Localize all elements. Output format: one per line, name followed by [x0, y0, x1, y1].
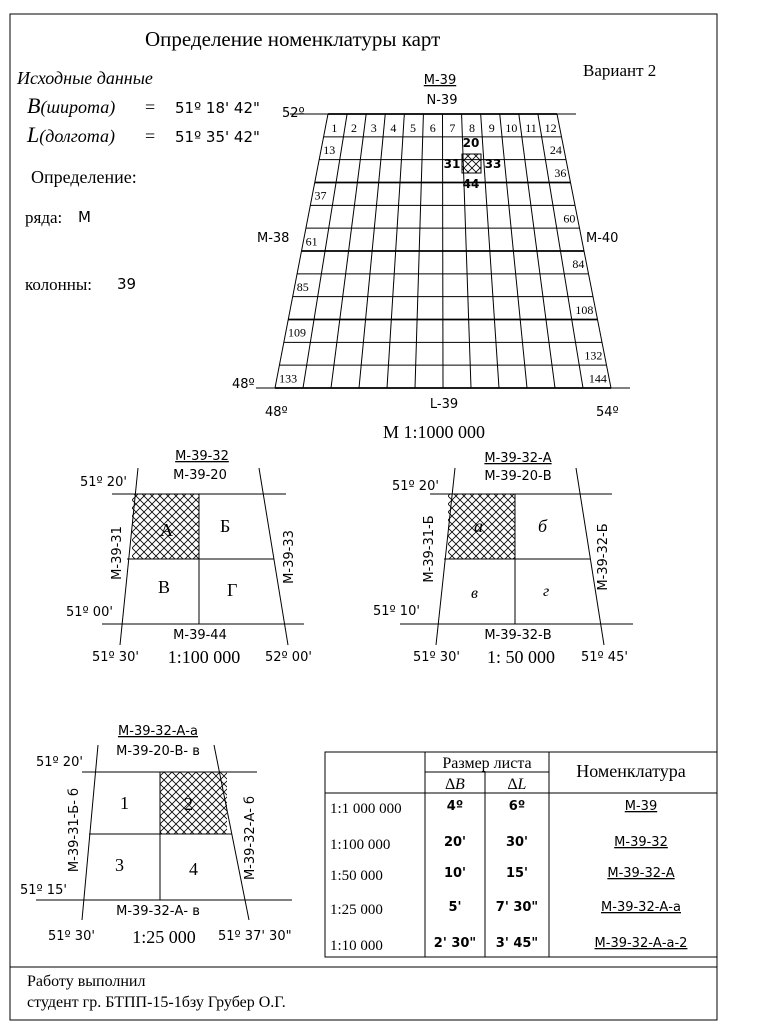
- east-neighbor: М-39-32-Б: [596, 523, 611, 591]
- north-neighbor: М-39-20-В- в: [116, 744, 200, 759]
- cell-number-44: 44: [462, 177, 480, 191]
- table-cell-scale: 1:100 000: [330, 837, 391, 853]
- table-cell-nomenclature: М-39-32-А-а: [601, 900, 681, 915]
- million-sheet-grid: [275, 114, 611, 388]
- top-latitude: 51º 20': [80, 475, 127, 490]
- table-cell-db: 20': [443, 835, 467, 850]
- row-label: ряда:: [25, 208, 63, 227]
- table-cell-nomenclature: М-39-32-А-а-2: [594, 936, 688, 951]
- delta-l-header: ∆L: [507, 776, 527, 793]
- quad-4: 4: [189, 859, 198, 879]
- cell-number: 8: [469, 120, 476, 135]
- sheet-name: М-39-32: [175, 449, 229, 464]
- cell-number: 60: [563, 211, 576, 226]
- cell-number-31: 31: [443, 157, 461, 171]
- quad-2: 2: [184, 794, 193, 814]
- cell-number: 109: [287, 325, 306, 340]
- top-latitude: 52º: [282, 106, 305, 121]
- table-cell-db: 2' 30": [433, 936, 477, 951]
- longitude-symbol: L: [27, 122, 40, 147]
- east-neighbor: М-39-33: [282, 530, 297, 584]
- south-neighbor: М-39-44: [173, 628, 227, 643]
- left-longitude: 51º 30': [48, 929, 95, 944]
- table-cell-dl: 15': [505, 866, 529, 881]
- quad-g: г: [543, 583, 550, 600]
- cell-number: 144: [588, 371, 607, 386]
- cell-number: 9: [488, 120, 495, 135]
- cell-number: 132: [584, 348, 603, 363]
- hatched-cell-32: [462, 154, 481, 173]
- scale: 1: 50 000: [486, 647, 556, 667]
- longitude-word: (долгота): [39, 126, 115, 146]
- longitude-eq: =: [145, 126, 156, 146]
- latitude-symbol: B: [27, 93, 41, 118]
- summary-table: [325, 752, 717, 957]
- column-value: 39: [117, 275, 137, 293]
- footer-line-1: Работу выполнил: [27, 973, 146, 990]
- right-longitude: 54º: [596, 405, 619, 420]
- table-rows: [330, 799, 687, 954]
- table-cell-dl: 3' 45": [495, 936, 539, 951]
- cell-number: 3: [370, 120, 377, 135]
- quad-b: б: [538, 516, 548, 536]
- east-neighbor: М-40: [586, 231, 619, 246]
- quad-3: 3: [115, 855, 124, 875]
- delta-b-header: ∆B: [445, 776, 465, 793]
- west-neighbor: М-39-31: [110, 526, 125, 580]
- bottom-latitude: 48º: [232, 377, 255, 392]
- cell-number: 10: [505, 120, 518, 135]
- cell-number: 13: [323, 142, 336, 157]
- cell-number: 2: [351, 120, 358, 135]
- quad-v: В: [158, 577, 171, 597]
- bottom-latitude: 51º 00': [66, 605, 113, 620]
- right-longitude: 52º 00': [265, 650, 312, 665]
- cell-number: 4: [390, 120, 397, 135]
- left-longitude: 48º: [265, 405, 288, 420]
- west-meridian: [82, 745, 98, 920]
- cell-number-20: 20: [462, 136, 480, 150]
- size-header: Размер листа: [442, 755, 532, 772]
- cell-number: 24: [549, 142, 562, 157]
- source-heading: Исходные данные: [17, 68, 153, 88]
- table-cell-db: 10': [443, 866, 467, 881]
- cell-number: 37: [314, 188, 327, 203]
- latitude-line: [27, 93, 115, 118]
- table-cell-db: 4º: [446, 799, 464, 814]
- scale: 1:100 000: [167, 647, 241, 667]
- cell-number: 61: [305, 234, 318, 249]
- cell-number: 1: [331, 120, 338, 135]
- million-sheet-diagram: [232, 73, 630, 442]
- cell-number: 133: [279, 371, 298, 386]
- million-sheet-name: М-39: [423, 73, 457, 88]
- west-neighbor: М-39-31-Б- б: [67, 787, 82, 873]
- top-latitude: 51º 20': [392, 479, 439, 494]
- south-neighbor: М-39-32-А- в: [116, 904, 200, 919]
- east-neighbor: М-39-32-А- б: [243, 795, 258, 881]
- map-100k-diagram: [66, 449, 312, 667]
- table-cell-nomenclature: М-39-32: [614, 835, 668, 850]
- row-value: М: [78, 208, 91, 226]
- quad-1: 1: [120, 793, 129, 813]
- table-cell-dl: 7' 30": [495, 900, 539, 915]
- cell-number: 108: [575, 302, 594, 317]
- scale: 1:25 000: [132, 927, 196, 947]
- nomenclature-header: Номенклатура: [576, 761, 686, 781]
- left-longitude: 51º 30': [92, 650, 139, 665]
- cell-number-33: 33: [484, 157, 502, 171]
- quad-a: а: [474, 516, 483, 536]
- sheet-name: М-39-32-А: [484, 451, 552, 466]
- sheet-name: М-39-32-А-а: [118, 724, 198, 739]
- quad-b: Б: [220, 516, 231, 536]
- quad-a: А: [160, 520, 173, 540]
- longitude-value: 51º 35' 42": [175, 128, 260, 146]
- bottom-latitude: 51º 10': [373, 604, 420, 619]
- left-longitude: 51º 30': [413, 650, 460, 665]
- table-cell-scale: 1:50 000: [330, 868, 383, 884]
- south-neighbor: L-39: [429, 397, 459, 412]
- table-cell-dl: 30': [505, 835, 529, 850]
- north-neighbor: М-39-20: [173, 468, 227, 483]
- bottom-latitude: 51º 15': [20, 883, 67, 898]
- table-cell-scale: 1:10 000: [330, 938, 383, 954]
- cell-number: 84: [572, 257, 585, 272]
- cell-number: 11: [525, 120, 537, 135]
- north-neighbor: N-39: [426, 93, 458, 108]
- right-longitude: 51º 45': [581, 650, 628, 665]
- map-25k-diagram: [20, 724, 292, 947]
- hatched-quad-2: [160, 772, 227, 834]
- latitude-value: 51º 18' 42": [175, 99, 260, 117]
- right-longitude: 51º 37' 30": [218, 929, 292, 944]
- million-scale: М 1:1000 000: [382, 422, 486, 442]
- longitude-line: [26, 122, 115, 147]
- quad-v: в: [471, 585, 478, 602]
- page-title: Определение номенклатуры карт: [145, 27, 441, 51]
- definition-heading: Определение:: [31, 167, 137, 187]
- table-cell-nomenclature: М-39-32-А: [607, 866, 675, 881]
- top-latitude: 51º 20': [36, 755, 83, 770]
- south-neighbor: М-39-32-В: [484, 628, 552, 643]
- north-neighbor: М-39-20-В: [484, 469, 552, 484]
- table-cell-scale: 1:1 000 000: [330, 801, 402, 817]
- latitude-word: (широта): [40, 97, 116, 117]
- footer-line-2: студент гр. БТПП-15-1бзу Грубер О.Г.: [27, 994, 286, 1011]
- cell-number: 36: [554, 165, 567, 180]
- west-neighbor: М-38: [257, 231, 290, 246]
- cell-number: 85: [296, 279, 309, 294]
- latitude-eq: =: [145, 97, 156, 117]
- cell-number: 6: [429, 120, 436, 135]
- table-cell-dl: 6º: [508, 799, 526, 814]
- cell-number: 12: [544, 120, 557, 135]
- cell-number: 7: [449, 120, 456, 135]
- column-label: колонны:: [25, 275, 92, 294]
- table-cell-scale: 1:25 000: [330, 902, 383, 918]
- variant-label: Вариант 2: [583, 61, 657, 80]
- map-50k-diagram: [373, 451, 633, 667]
- west-neighbor: М-39-31-Б: [422, 515, 437, 583]
- cell-number: 5: [410, 120, 417, 135]
- table-cell-db: 5': [448, 900, 462, 915]
- quad-g: Г: [227, 580, 238, 600]
- table-cell-nomenclature: М-39: [624, 799, 658, 814]
